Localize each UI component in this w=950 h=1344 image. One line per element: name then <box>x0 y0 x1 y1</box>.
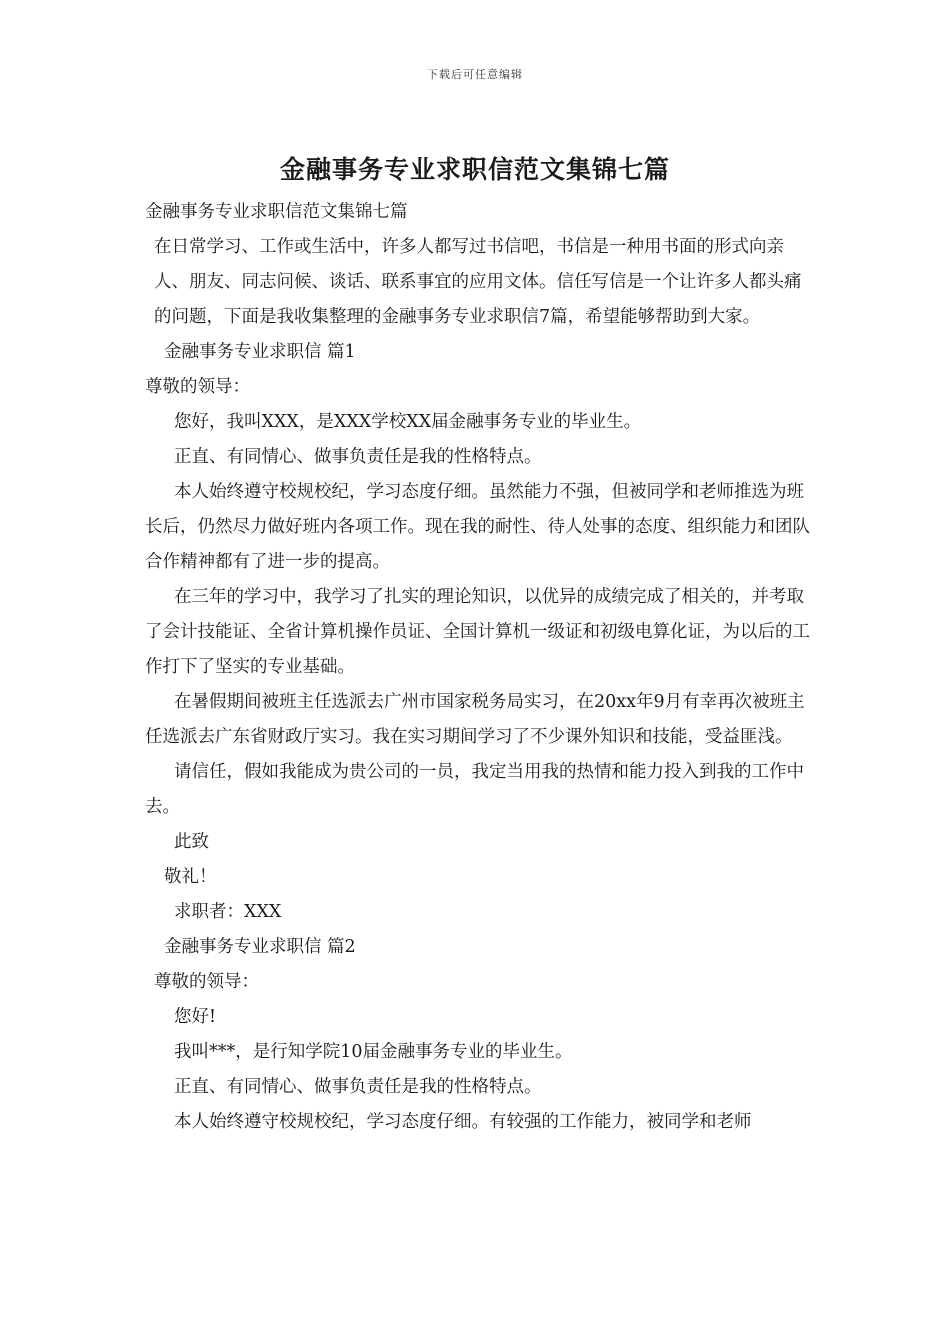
letter1-regards: 敬礼！ <box>164 867 217 887</box>
letter1-paragraph: 本人始终遵守校规校纪，学习态度仔细。虽然能力不强，但被同学和老师推选为班长后，仍然尽力做好班内各项工作。现在我的耐性、待人处事的态度、组织能力和团队合作精神都有了进一步的提高。 <box>145 482 810 572</box>
letter1-paragraph: 请信任，假如我能成为贵公司的一员，我定当用我的热情和能力投入到我的工作中去。 <box>145 762 804 817</box>
letter1-heading: 金融事务专业求职信 篇1 <box>164 342 356 362</box>
letter2-salutation: 尊敬的领导： <box>154 972 259 992</box>
letter2-greeting: 您好! <box>174 1007 217 1027</box>
header-note: 下载后可任意编辑 <box>427 68 523 81</box>
letter2-heading: 金融事务专业求职信 篇2 <box>164 937 356 957</box>
intro-paragraph: 在日常学习、工作或生活中，许多人都写过书信吧，书信是一种用书面的形式向亲人、朋友、同志问候、谈话、联系事宜的应用文体。信任写信是一个让许多人都头痛的问题，下面是我收集整理的金融事务专业求职信7篇，希望能够帮助到大家。 <box>154 237 802 327</box>
letter1-signature: 求职者：XXX <box>174 902 282 922</box>
document-subtitle: 金融事务专业求职信范文集锦七篇 <box>145 202 408 222</box>
letter1-salutation: 尊敬的领导： <box>145 377 250 397</box>
document-body <box>145 195 810 1140</box>
letter2-paragraph: 正直、有同情心、做事负责任是我的性格特点。 <box>174 1077 542 1097</box>
document-title: 金融事务专业求职信范文集锦七篇 <box>279 155 670 184</box>
letter1-paragraph: 在暑假期间被班主任选派去广州市国家税务局实习，在20xx年9月有幸再次被班主任选派去广东省财政厅实习。我在实习期间学习了不少课外知识和技能，受益匪浅。 <box>145 692 805 747</box>
letter1-paragraph: 您好，我叫XXX，是XXX学校XX届金融事务专业的毕业生。 <box>174 412 642 432</box>
letter1-closing: 此致 <box>174 832 209 852</box>
letter2-paragraph: 我叫***，是行知学院10届金融事务专业的毕业生。 <box>174 1042 573 1062</box>
letter2-paragraph: 本人始终遵守校规校纪，学习态度仔细。有较强的工作能力，被同学和老师 <box>174 1112 752 1132</box>
letter1-paragraph: 正直、有同情心、做事负责任是我的性格特点。 <box>174 447 542 467</box>
letter1-paragraph: 在三年的学习中，我学习了扎实的理论知识，以优异的成绩完成了相关的，并考取了会计技能证、全省计算机操作员证、全国计算机一级证和初级电算化证，为以后的工作打下了坚实的专业基础。 <box>145 587 810 677</box>
